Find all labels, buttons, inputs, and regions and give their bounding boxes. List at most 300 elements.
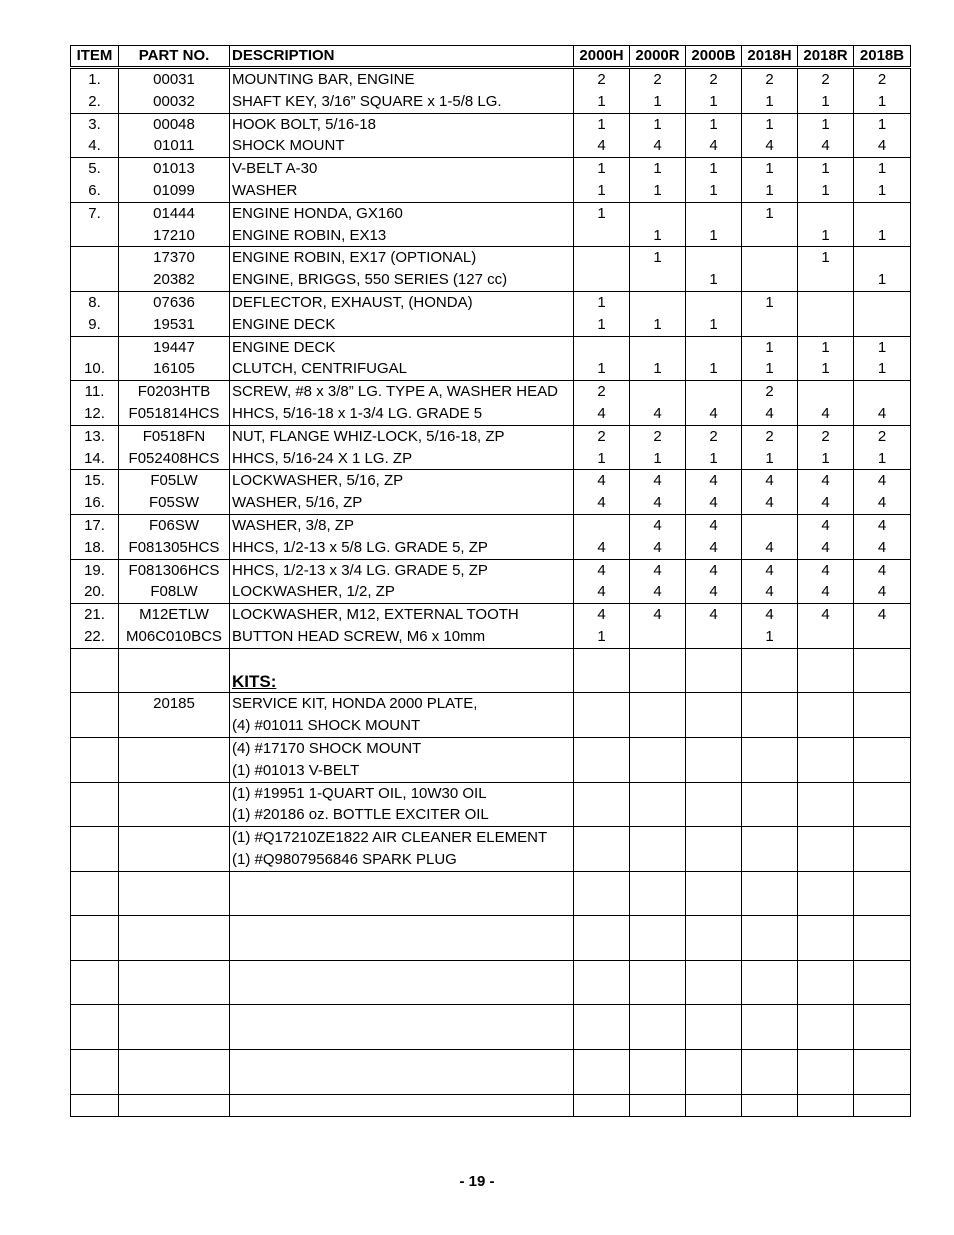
qty-cell [854,760,911,782]
qty-cell [574,983,630,1005]
qty-cell [854,247,911,269]
qty-cell: 1 [854,336,911,358]
part-no-cell: 01011 [119,135,230,157]
table-row [71,158,911,180]
qty-cell: 4 [686,470,742,492]
qty-cell [574,247,630,269]
table-row [71,1072,911,1094]
part-no-cell: F05LW [119,470,230,492]
part-no-cell: 17370 [119,247,230,269]
qty-cell: 1 [686,113,742,135]
qty-cell [574,849,630,871]
qty-cell [742,1005,798,1027]
qty-cell: 1 [854,225,911,247]
table-row [71,537,911,559]
qty-cell [798,381,854,403]
qty-cell: 1 [686,225,742,247]
part-no-cell [119,1072,230,1094]
qty-cell: 4 [798,537,854,559]
qty-cell [798,715,854,737]
qty-cell [686,1005,742,1027]
qty-cell [854,782,911,804]
qty-cell [798,871,854,893]
qty-cell: 1 [854,448,911,470]
qty-cell: 2 [742,381,798,403]
qty-cell: 2 [630,425,686,447]
qty-cell [742,247,798,269]
qty-cell [798,760,854,782]
qty-cell [742,1027,798,1049]
item-cell [71,671,119,693]
description-cell: HHCS, 1/2-13 x 5/8 LG. GRADE 5, ZP [230,537,574,559]
qty-cell: 1 [574,358,630,380]
description-cell: ENGINE HONDA, GX160 [230,202,574,224]
part-no-cell [119,782,230,804]
table-row [71,1094,911,1117]
qty-cell [574,760,630,782]
qty-cell: 4 [854,403,911,425]
qty-cell [798,849,854,871]
table-row [71,893,911,915]
qty-cell: 4 [798,403,854,425]
description-cell [230,1005,574,1027]
qty-cell: 1 [630,247,686,269]
qty-cell [574,514,630,536]
description-cell: (4) #01011 SHOCK MOUNT [230,715,574,737]
qty-cell [798,893,854,915]
qty-cell [686,1094,742,1117]
qty-cell: 4 [630,135,686,157]
part-no-cell [119,1005,230,1027]
qty-cell [686,893,742,915]
part-no-cell [119,938,230,960]
qty-cell: 1 [854,91,911,113]
part-no-cell: F081305HCS [119,537,230,559]
item-cell: 9. [71,314,119,336]
qty-cell: 4 [574,581,630,603]
qty-cell [574,693,630,715]
qty-cell [686,202,742,224]
qty-cell: 1 [742,336,798,358]
qty-cell [686,804,742,826]
qty-cell [574,737,630,759]
qty-cell [854,648,911,670]
qty-cell: 2 [798,425,854,447]
qty-cell [742,514,798,536]
qty-cell [854,693,911,715]
item-cell [71,960,119,982]
qty-cell [574,938,630,960]
qty-cell [630,916,686,938]
qty-cell [574,1094,630,1117]
table-row [71,68,911,91]
qty-cell: 1 [742,91,798,113]
qty-cell [686,648,742,670]
description-cell: V-BELT A-30 [230,158,574,180]
qty-cell: 4 [798,135,854,157]
item-cell: 1. [71,68,119,91]
part-no-cell: 01099 [119,180,230,202]
qty-cell [798,1072,854,1094]
qty-cell [854,983,911,1005]
table-row [71,938,911,960]
description-cell [230,916,574,938]
qty-cell: 1 [574,626,630,648]
part-no-cell [119,671,230,693]
part-no-cell [119,849,230,871]
qty-cell: 1 [854,113,911,135]
page-number: - 19 - [459,1173,495,1190]
header-2018h: 2018H [742,46,798,68]
item-cell [71,225,119,247]
description-cell: SHOCK MOUNT [230,135,574,157]
qty-cell: 4 [854,559,911,581]
qty-cell [798,671,854,693]
part-no-cell: F06SW [119,514,230,536]
qty-cell: 1 [742,202,798,224]
part-no-cell: 01013 [119,158,230,180]
qty-cell [574,1027,630,1049]
description-cell: WASHER, 3/8, ZP [230,514,574,536]
item-cell: 19. [71,559,119,581]
qty-cell: 1 [686,180,742,202]
qty-cell [630,381,686,403]
qty-cell [742,782,798,804]
qty-cell [742,804,798,826]
qty-cell: 1 [854,180,911,202]
table-row [71,425,911,447]
table-row [71,737,911,759]
qty-cell [854,804,911,826]
qty-cell: 4 [742,135,798,157]
part-no-cell [119,1094,230,1117]
description-cell: NUT, FLANGE WHIZ-LOCK, 5/16-18, ZP [230,425,574,447]
qty-cell: 4 [798,514,854,536]
qty-cell [742,983,798,1005]
part-no-cell [119,827,230,849]
header-2018b: 2018B [854,46,911,68]
qty-cell: 1 [574,113,630,135]
table-row [71,492,911,514]
item-cell: 13. [71,425,119,447]
table-row [71,291,911,313]
qty-cell [854,381,911,403]
table-row [71,559,911,581]
qty-cell: 4 [742,403,798,425]
part-no-cell: 20185 [119,693,230,715]
qty-cell [798,1005,854,1027]
qty-cell [630,893,686,915]
qty-cell: 1 [630,158,686,180]
table-row [71,358,911,380]
qty-cell: 4 [686,135,742,157]
header-part-no: PART NO. [119,46,230,68]
qty-cell [574,225,630,247]
qty-cell [854,1072,911,1094]
table-row [71,247,911,269]
qty-cell: 4 [630,470,686,492]
description-cell: HOOK BOLT, 5/16-18 [230,113,574,135]
qty-cell: 1 [798,448,854,470]
qty-cell: 4 [798,470,854,492]
description-cell: ENGINE, BRIGGS, 550 SERIES (127 cc) [230,269,574,291]
description-cell: CLUTCH, CENTRIFUGAL [230,358,574,380]
qty-cell: 1 [630,180,686,202]
qty-cell: 2 [574,381,630,403]
qty-cell [574,336,630,358]
item-cell: 14. [71,448,119,470]
qty-cell: 4 [742,559,798,581]
description-cell: ENGINE DECK [230,314,574,336]
item-cell: 17. [71,514,119,536]
qty-cell [742,893,798,915]
qty-cell: 1 [798,247,854,269]
qty-cell [798,1027,854,1049]
table-row [71,225,911,247]
item-cell [71,938,119,960]
qty-cell [742,225,798,247]
qty-cell [798,202,854,224]
table-row [71,202,911,224]
part-no-cell [119,715,230,737]
qty-cell [854,1005,911,1027]
qty-cell [742,1072,798,1094]
qty-cell: 2 [574,425,630,447]
qty-cell: 4 [630,492,686,514]
qty-cell [574,1072,630,1094]
qty-cell [686,671,742,693]
qty-cell: 4 [742,470,798,492]
description-cell: WASHER [230,180,574,202]
item-cell [71,1072,119,1094]
qty-cell: 1 [574,180,630,202]
qty-cell [630,827,686,849]
table-row [71,983,911,1005]
qty-cell: 2 [742,68,798,91]
part-no-cell [119,737,230,759]
qty-cell [630,871,686,893]
header-2000r: 2000R [630,46,686,68]
qty-cell: 4 [574,403,630,425]
table-row [71,336,911,358]
qty-cell: 1 [630,358,686,380]
part-no-cell: 01444 [119,202,230,224]
qty-cell: 1 [686,269,742,291]
item-cell: 7. [71,202,119,224]
qty-cell [630,715,686,737]
qty-cell: 1 [798,113,854,135]
qty-cell: 1 [742,180,798,202]
part-no-cell [119,804,230,826]
qty-cell: 1 [798,336,854,358]
qty-cell: 4 [798,492,854,514]
qty-cell: 4 [630,604,686,626]
qty-cell: 1 [854,269,911,291]
header-2018r: 2018R [798,46,854,68]
qty-cell [854,1027,911,1049]
item-cell: 3. [71,113,119,135]
qty-cell [630,1072,686,1094]
qty-cell: 1 [630,113,686,135]
qty-cell [630,269,686,291]
table-row [71,648,911,670]
qty-cell [686,983,742,1005]
qty-cell [630,849,686,871]
table-row [71,269,911,291]
qty-cell: 4 [630,403,686,425]
qty-cell [854,626,911,648]
item-cell: 21. [71,604,119,626]
description-cell: LOCKWASHER, M12, EXTERNAL TOOTH [230,604,574,626]
description-cell: HHCS, 1/2-13 x 3/4 LG. GRADE 5, ZP [230,559,574,581]
item-cell: 5. [71,158,119,180]
description-cell: LOCKWASHER, 1/2, ZP [230,581,574,603]
table-row [71,671,911,693]
qty-cell: 4 [854,604,911,626]
item-cell [71,827,119,849]
qty-cell [574,871,630,893]
part-no-cell [119,893,230,915]
qty-cell: 1 [798,180,854,202]
table-row [71,715,911,737]
description-cell: SERVICE KIT, HONDA 2000 PLATE, [230,693,574,715]
item-cell [71,916,119,938]
part-no-cell [119,760,230,782]
qty-cell: 1 [574,448,630,470]
table-row [71,581,911,603]
part-no-cell [119,1050,230,1072]
part-no-cell: 00032 [119,91,230,113]
item-cell [71,715,119,737]
qty-cell [742,916,798,938]
item-cell [71,983,119,1005]
qty-cell [854,827,911,849]
qty-cell [798,314,854,336]
description-cell: (4) #17170 SHOCK MOUNT [230,737,574,759]
qty-cell: 4 [686,559,742,581]
qty-cell [686,938,742,960]
qty-cell [574,1050,630,1072]
qty-cell [742,648,798,670]
qty-cell: 4 [742,492,798,514]
item-cell [71,336,119,358]
table-row [71,827,911,849]
qty-cell: 4 [798,604,854,626]
description-cell [230,1050,574,1072]
item-cell [71,782,119,804]
qty-cell [686,381,742,403]
qty-cell [854,715,911,737]
table-row [71,871,911,893]
part-no-cell: M12ETLW [119,604,230,626]
description-cell [230,960,574,982]
item-cell [71,693,119,715]
description-cell [230,1072,574,1094]
table-row [71,849,911,871]
qty-cell [854,871,911,893]
part-no-cell: F052408HCS [119,448,230,470]
table-row [71,113,911,135]
qty-cell: 1 [798,358,854,380]
qty-cell: 4 [854,514,911,536]
qty-cell: 4 [574,537,630,559]
item-cell: 20. [71,581,119,603]
qty-cell [574,1005,630,1027]
qty-cell [630,983,686,1005]
qty-cell [630,804,686,826]
part-no-cell: 19447 [119,336,230,358]
qty-cell: 1 [630,225,686,247]
part-no-cell: 19531 [119,314,230,336]
qty-cell [798,916,854,938]
qty-cell: 1 [854,158,911,180]
table-row [71,960,911,982]
header-2000h: 2000H [574,46,630,68]
qty-cell [854,291,911,313]
table-row [71,782,911,804]
qty-cell: 1 [798,225,854,247]
qty-cell [742,960,798,982]
item-cell: 10. [71,358,119,380]
part-no-cell [119,960,230,982]
qty-cell: 1 [686,314,742,336]
description-cell: ENGINE ROBIN, EX13 [230,225,574,247]
qty-cell [798,804,854,826]
qty-cell: 4 [686,581,742,603]
qty-cell [686,1072,742,1094]
item-cell [71,760,119,782]
table-row [71,381,911,403]
item-cell: 4. [71,135,119,157]
qty-cell [574,782,630,804]
qty-cell [574,916,630,938]
item-cell [71,871,119,893]
qty-cell: 1 [742,113,798,135]
qty-cell: 2 [686,68,742,91]
table-row [71,314,911,336]
qty-cell [630,671,686,693]
description-cell [230,871,574,893]
qty-cell [798,1050,854,1072]
part-no-cell: 07636 [119,291,230,313]
qty-cell: 1 [574,314,630,336]
item-cell [71,737,119,759]
item-cell: 2. [71,91,119,113]
qty-cell: 2 [854,68,911,91]
qty-cell [686,626,742,648]
qty-cell: 4 [798,559,854,581]
qty-cell: 1 [742,291,798,313]
part-no-cell: 00031 [119,68,230,91]
qty-cell: 2 [574,68,630,91]
qty-cell: 1 [798,158,854,180]
description-cell: ENGINE DECK [230,336,574,358]
qty-cell [742,671,798,693]
qty-cell [742,760,798,782]
qty-cell [686,1027,742,1049]
part-no-cell: F051814HCS [119,403,230,425]
table-row [71,403,911,425]
qty-cell: 4 [574,604,630,626]
qty-cell [798,983,854,1005]
qty-cell [798,626,854,648]
description-cell [230,893,574,915]
parts-table [70,45,911,1117]
qty-cell [798,1094,854,1117]
table-body [71,68,911,1117]
qty-cell [854,916,911,938]
qty-cell: 4 [686,492,742,514]
